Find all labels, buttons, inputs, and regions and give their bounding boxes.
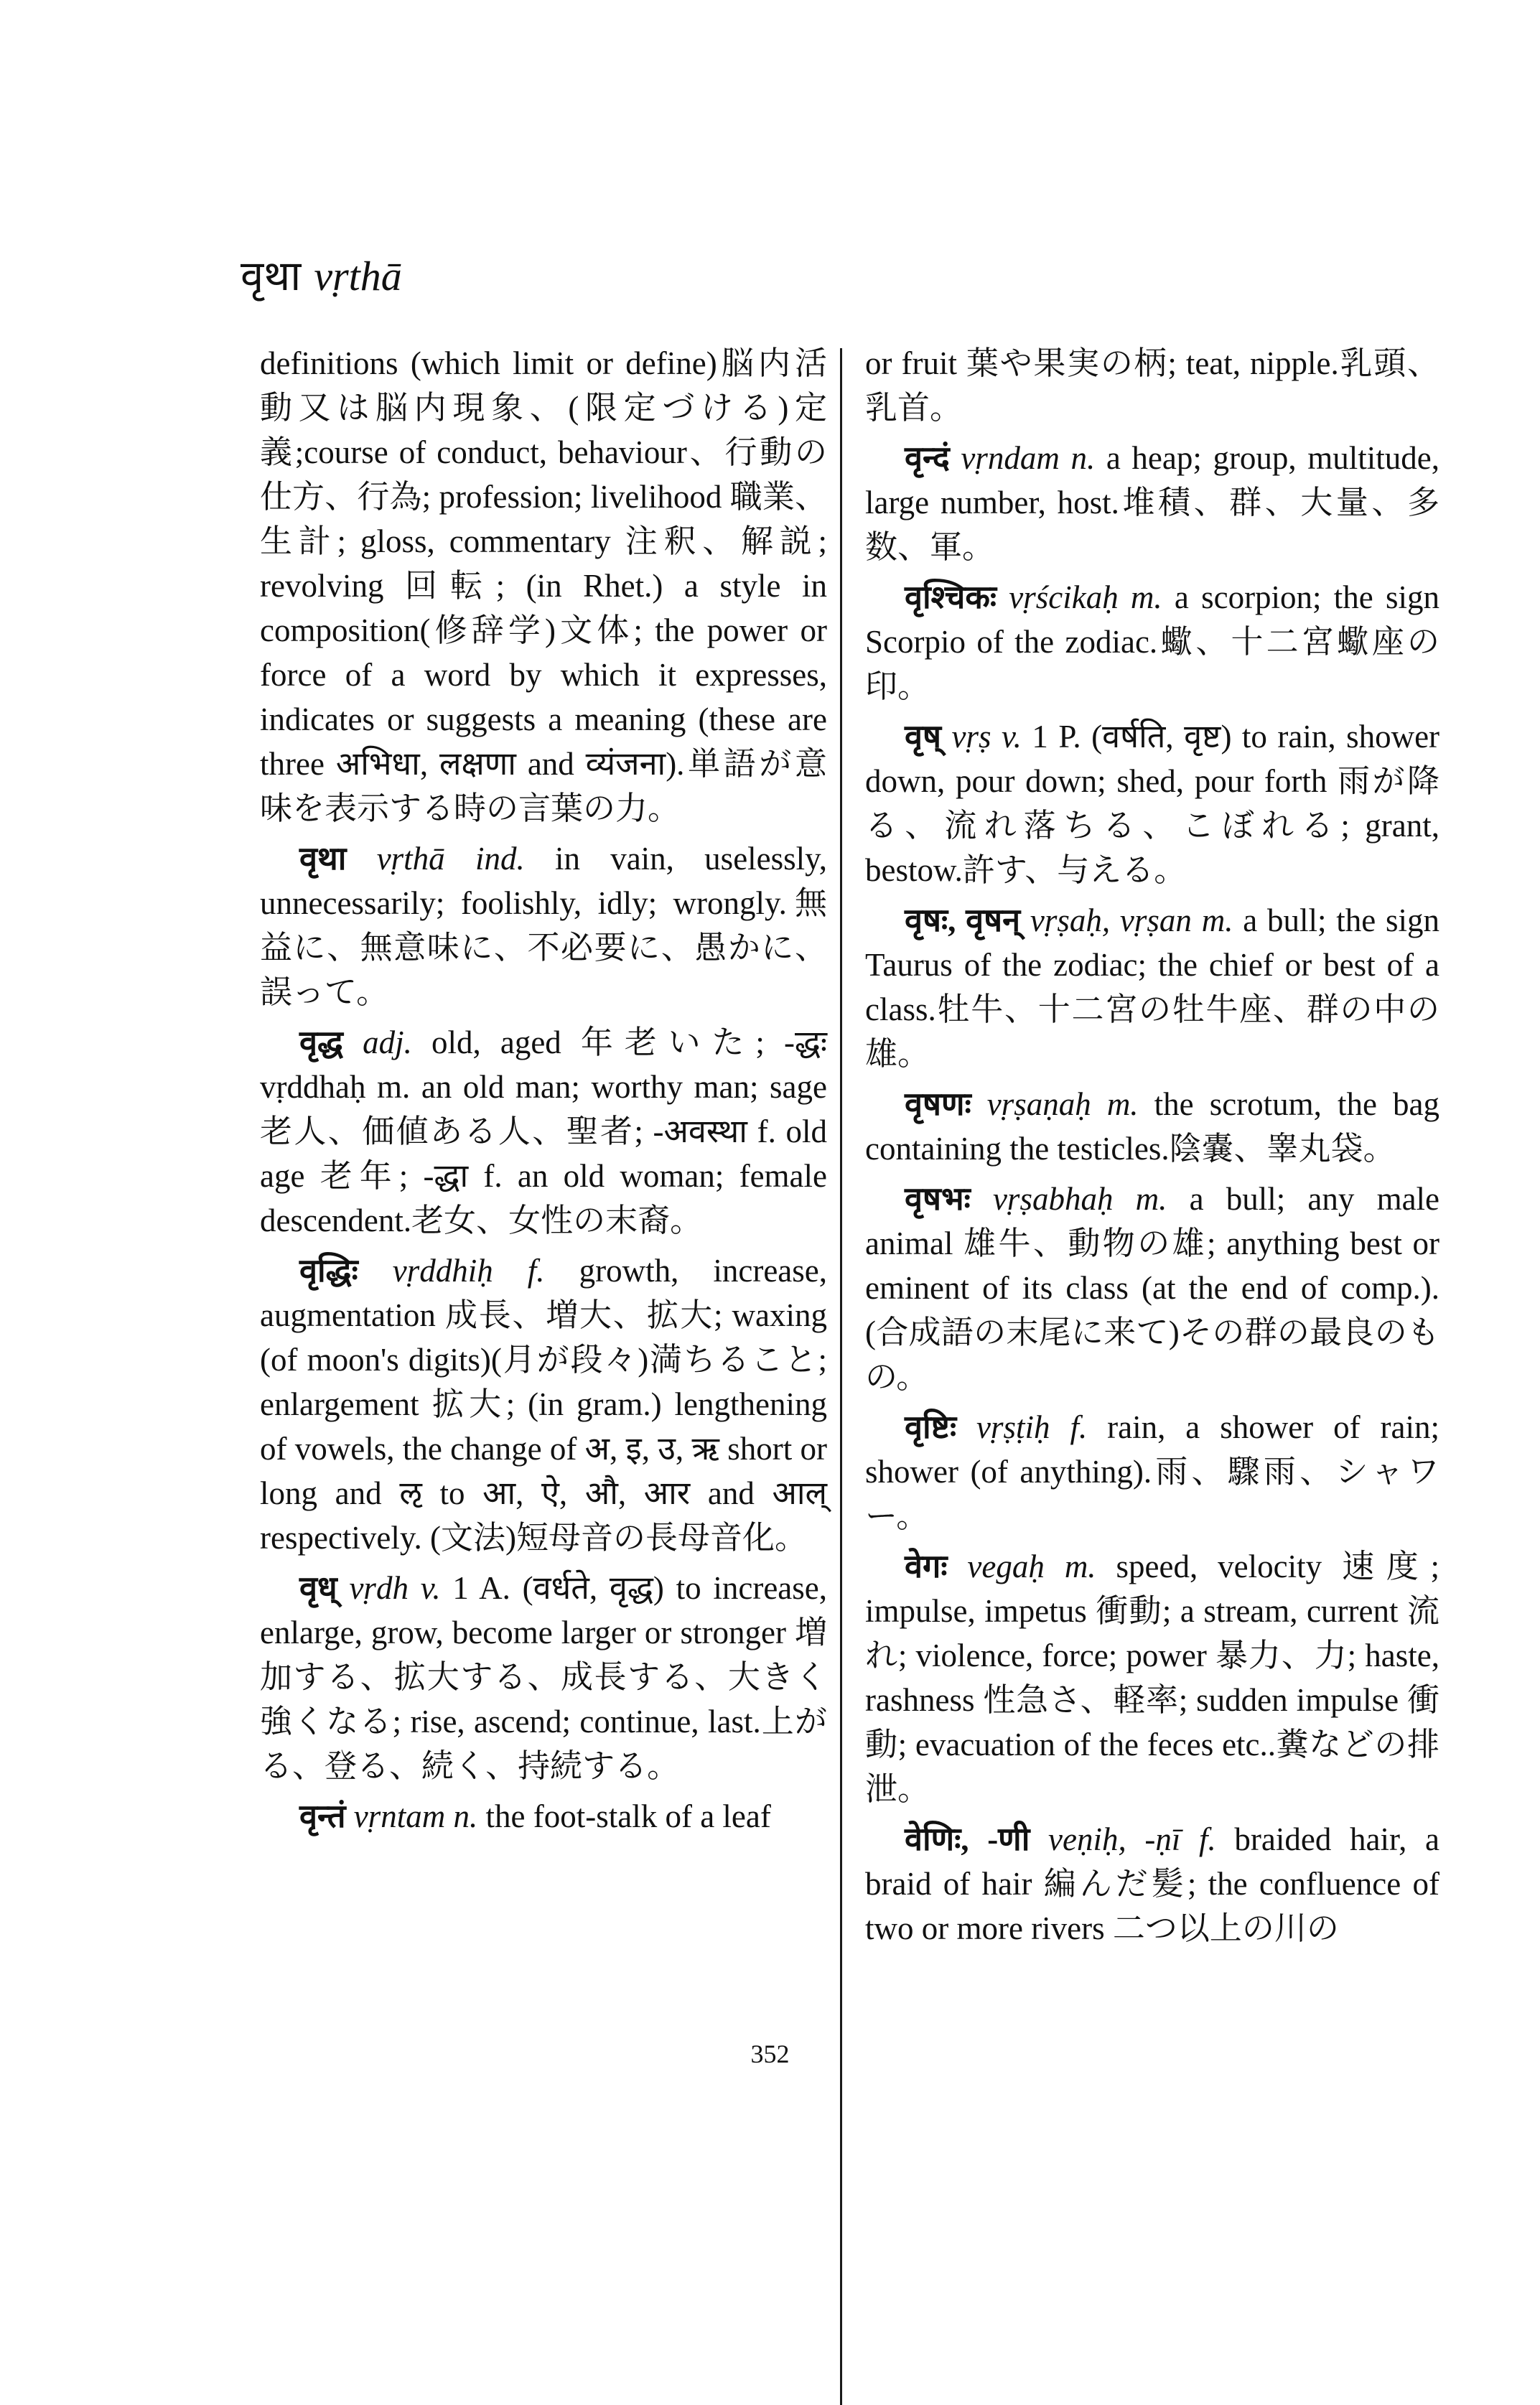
- entry-vrsanah: [865, 1082, 1439, 1171]
- entry-grammar: m.: [1106, 1086, 1139, 1122]
- entry-text: 1 A. (वर्धते, वृद्ध) to increase, enlarge, grow, become larger or stronger 増加する、拡大する、成長する、大きく強くなる; rise, ascend; continue, last.上がる、登る、続く、持続する。: [260, 1570, 828, 1784]
- entry-text: braided hair, a braid of hair 編んだ髪; the confluence of two or more rivers 二つ以上の川の: [865, 1821, 1439, 1946]
- right-column: [865, 341, 1439, 1956]
- entry-vrtha: [260, 836, 827, 1014]
- entry-headword: वृषः, वृषन्: [905, 902, 1021, 938]
- entry-grammar: f.: [1198, 1821, 1216, 1857]
- entry-vrscikah: [865, 575, 1439, 709]
- entry-vrstih: [865, 1405, 1439, 1538]
- entry-text: in vain, uselessly, unnecessarily; foolishly, idly; wrongly.無益に、無意味に、不必要に、愚かに、誤って。: [260, 841, 827, 1010]
- entry-grammar: adj.: [363, 1024, 412, 1060]
- entry-headword: वृद्धिः: [299, 1253, 358, 1289]
- entry-vrddhih: [260, 1248, 827, 1560]
- entry-vrs: [865, 714, 1439, 892]
- entry-grammar: m.: [1201, 902, 1233, 938]
- header-romanized: vṛthā: [314, 253, 402, 299]
- entry-headword: वृष्: [905, 719, 942, 755]
- entry-text: definitions (which limit or define)脳内活動又は脳内現象、(限定づける)定義;course of conduct, behaviour、行動の仕方、行為; profession; livelihood 職業、生計; gloss, commentary 注釈、解説; revolving 回転; (in Rhet.) a style in composition(修辞学)文体; the power or force of a word by which it expresses, indicates or suggests a meaning (these are three अभिधा, लक्षणा and व्यंजना).単語が意味を表示する時の言葉の力。: [260, 345, 827, 826]
- entry-headword: वृष्टिः: [905, 1409, 957, 1445]
- entry-headword: वृषभः: [905, 1181, 971, 1217]
- header-devanagari: वृथा: [241, 253, 302, 299]
- entry-vrndam: [865, 436, 1439, 569]
- entry-headword: वृद्ध: [299, 1024, 343, 1060]
- entry-headword: वृन्तं: [299, 1798, 346, 1834]
- entry-vrntam: [260, 1794, 827, 1839]
- entry-grammar: m.: [1064, 1549, 1096, 1584]
- entry-continuation: [260, 341, 827, 831]
- entry-vrddha: [260, 1020, 827, 1243]
- entry-vegah: [865, 1544, 1439, 1811]
- entry-romanized: vṛṣaḥ, vṛṣan: [1030, 902, 1192, 938]
- entry-text: speed, velocity 速度; impulse, impetus 衝動; a stream, current 流れ; violence, force; power 暴力、力; haste, rashness 性急さ、軽率; sudden impulse 衝動; evacuation of the feces etc..糞などの排泄。: [865, 1549, 1439, 1807]
- entry-headword: वृश्चिकः: [905, 579, 997, 615]
- entry-romanized: vegaḥ: [967, 1549, 1045, 1584]
- entry-text: growth, increase, augmentation 成長、増大、拡大; waxing (of moon's digits)(月が段々)満ちること; enlargement 拡大; (in gram.) lengthening of vowels, the change of अ, इ, उ, ऋ short or long and ऌ to आ, ऐ, औ, आर and आल् respectively. (文法)短母音の長母音化。: [260, 1253, 827, 1556]
- entry-romanized: veṇiḥ, -ṇī: [1048, 1821, 1181, 1857]
- entry-text: rain, a shower of rain; shower (of anything).雨、驟雨、シャワー。: [865, 1409, 1439, 1534]
- entry-romanized: vṛṣṭiḥ: [976, 1409, 1050, 1445]
- entry-romanized: vṛdh: [349, 1570, 409, 1606]
- entry-romanized: vṛścikaḥ: [1009, 579, 1119, 615]
- entry-grammar: m.: [1135, 1181, 1167, 1217]
- entry-grammar: f.: [1070, 1409, 1088, 1445]
- entry-text: a heap; group, multitude, large number, host.堆積、群、大量、多数、軍。: [865, 440, 1440, 565]
- entry-text: a scorpion; the sign Scorpio of the zodiac.蠍、十二宮蠍座の印。: [865, 579, 1439, 704]
- entry-grammar: v.: [1002, 719, 1022, 755]
- entry-headword: वृषणः: [905, 1086, 971, 1122]
- entry-romanized: vṛntam: [353, 1798, 446, 1834]
- entry-text: old, aged 年老いた; -द्धः vṛddhaḥ m. an old man; worthy man; sage 老人、価値ある人、聖者; -अवस्था f. old age 老年; -द्धा f. an old woman; female descendent.老女、女性の末裔。: [260, 1024, 828, 1238]
- entry-romanized: vṛthā: [376, 841, 445, 877]
- entry-text: a bull; the sign Taurus of the zodiac; the chief or best of a class.牡牛、十二宮の牡牛座、群の中の雄。: [865, 902, 1439, 1072]
- entry-vrsabhah: [865, 1177, 1439, 1399]
- entry-grammar: v.: [420, 1570, 441, 1606]
- entry-headword: वृध्: [299, 1570, 337, 1606]
- page-number: 352: [750, 2040, 790, 2068]
- entry-romanized: vṛṣ: [951, 719, 991, 755]
- entry-romanized: vṛṣabhaḥ: [992, 1181, 1114, 1217]
- column-divider: [840, 348, 842, 2405]
- entry-continuation: [865, 341, 1439, 430]
- entry-romanized: vṛṣaṇaḥ: [986, 1086, 1091, 1122]
- entry-vrsah: [865, 898, 1439, 1076]
- entry-text: the foot-stalk of a leaf: [485, 1798, 771, 1834]
- entry-text: the scrotum, the bag containing the testicles.陰嚢、睾丸袋。: [865, 1086, 1440, 1167]
- entry-grammar: n.: [453, 1798, 478, 1834]
- left-column: [260, 341, 827, 1844]
- page-header: [241, 251, 402, 302]
- entry-headword: वेणिः, -णी: [905, 1821, 1030, 1857]
- entry-text: 1 P. (वर्षति, वृष्ट) to rain, shower down, pour down; shed, pour forth 雨が降る、流れ落ちる、こぼれる; grant, bestow.許す、与える。: [865, 719, 1440, 888]
- entry-grammar: n.: [1070, 440, 1096, 476]
- entry-text: a bull; any male animal 雄牛、動物の雄; anything best or eminent of its class (at the end of comp.). (合成語の末尾に来て)その群の最良のもの。: [865, 1181, 1440, 1395]
- entry-romanized: vṛndam: [961, 440, 1060, 476]
- entry-headword: वेगः: [905, 1549, 948, 1584]
- entry-grammar: f.: [527, 1253, 545, 1289]
- entry-venih: [865, 1817, 1439, 1951]
- entry-headword: वृन्दं: [905, 440, 950, 476]
- entry-vrdh: [260, 1566, 827, 1788]
- entry-romanized: vṛddhiḥ: [392, 1253, 493, 1289]
- entry-grammar: m.: [1130, 579, 1162, 615]
- entry-headword: वृथा: [299, 841, 347, 877]
- entry-text: or fruit 葉や果実の柄; teat, nipple.乳頭、乳首。: [865, 345, 1439, 426]
- entry-grammar: ind.: [475, 841, 525, 877]
